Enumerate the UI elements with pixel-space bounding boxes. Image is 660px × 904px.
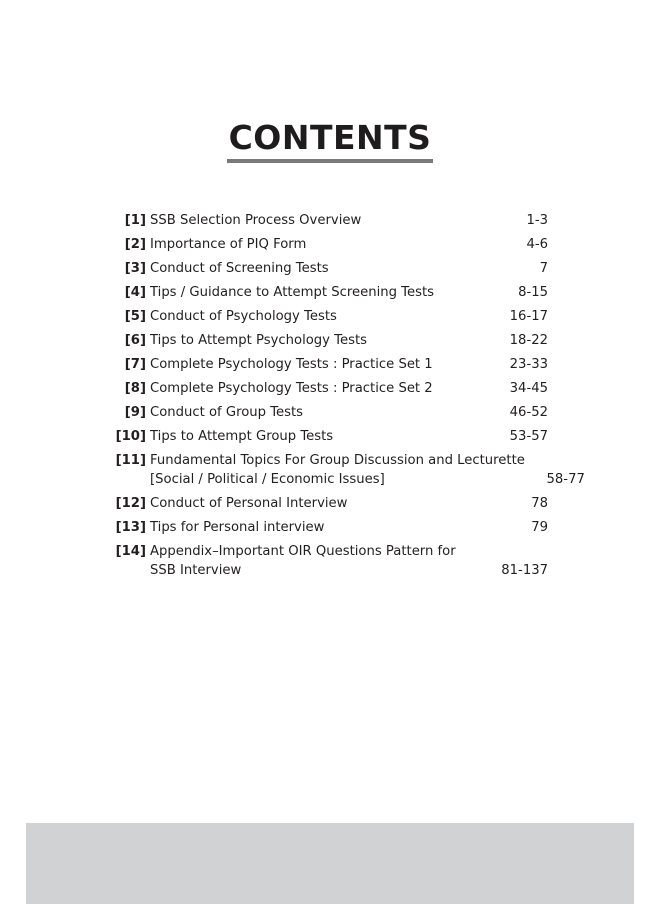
toc-entry-pages: 1-3: [526, 213, 548, 228]
toc-entry-number: [12]: [115, 496, 146, 511]
toc-entry-title-line: Conduct of Psychology Tests: [150, 309, 337, 324]
toc-entry-title-line: Conduct of Screening Tests: [150, 261, 329, 276]
toc-entry-title: [146, 331, 488, 350]
toc-entry-number: [9]: [124, 405, 146, 420]
toc-entry-title-line: Tips to Attempt Psychology Tests: [150, 333, 368, 348]
toc-entry-number: [10]: [115, 429, 146, 444]
toc-entry-number: [5]: [124, 309, 146, 324]
toc-entry-title: [146, 427, 488, 446]
toc-entry-title-line: Appendix–Important OIR Questions Pattern for: [150, 544, 456, 559]
toc-entry-pages: 18-22: [509, 333, 548, 348]
toc-entry-pages: 23-33: [509, 357, 548, 372]
toc-entry-title: [146, 307, 488, 326]
footer-band: [26, 823, 634, 904]
toc-entry-title: [146, 451, 525, 489]
toc-entry-title: [146, 355, 488, 374]
toc-entry-number: [11]: [115, 453, 146, 468]
toc-entry-number: [4]: [124, 285, 146, 300]
toc-entry: [110, 403, 550, 422]
toc-entry-title-line: Conduct of Group Tests: [150, 405, 304, 420]
toc-entry-pages: 8-15: [518, 285, 548, 300]
toc-entry-number: [13]: [115, 520, 146, 535]
toc-entry-title-line: Complete Psychology Tests : Practice Set 2: [150, 381, 433, 396]
toc-entry-pages: 4-6: [526, 237, 548, 252]
toc-entry: [110, 494, 550, 513]
toc-entry: [110, 427, 550, 446]
toc-entry-title-line: SSB Selection Process Overview: [150, 213, 362, 228]
toc-entry-pages: 79: [531, 520, 548, 535]
toc-entry-number: [3]: [124, 261, 146, 276]
toc-entry-title-line: Fundamental Topics For Group Discussion and Lecturette: [150, 453, 525, 468]
toc-entry-title-line: Tips to Attempt Group Tests: [150, 429, 334, 444]
toc-entry-title: [146, 542, 488, 580]
toc-entry-pages: 78: [531, 496, 548, 511]
toc-entry-pages: 16-17: [509, 309, 548, 324]
page-title: CONTENTS: [227, 118, 434, 163]
title-wrap: [0, 118, 660, 163]
toc-entry: [110, 542, 550, 580]
toc-entry-title-line: Tips / Guidance to Attempt Screening Tests: [150, 285, 435, 300]
toc-entry-title-line: Conduct of Personal Interview: [150, 496, 348, 511]
toc-entry-title-line: Complete Psychology Tests : Practice Set 1: [150, 357, 433, 372]
toc-entry: [110, 211, 550, 230]
toc-entry-pages: 53-57: [509, 429, 548, 444]
toc-entry-title: [146, 211, 488, 230]
toc-entry-title-line: SSB Interview: [150, 563, 242, 578]
toc-entry-number: [1]: [124, 213, 146, 228]
toc-entry-number: [14]: [115, 544, 146, 559]
toc-entry-title: [146, 379, 488, 398]
toc-entry-title: [146, 518, 488, 537]
toc-entry: [110, 283, 550, 302]
toc-entry: [110, 518, 550, 537]
toc-entry-number: [2]: [124, 237, 146, 252]
toc-entry-title-line: Tips for Personal interview: [150, 520, 325, 535]
toc-entry-title: [146, 235, 488, 254]
toc-entry: [110, 379, 550, 398]
toc-entry-pages: 34-45: [509, 381, 548, 396]
toc-entry-title-line: [Social / Political / Economic Issues]: [150, 472, 385, 487]
toc-entry-title: [146, 283, 488, 302]
toc-entry-title: [146, 259, 488, 278]
toc-entry-number: [6]: [124, 333, 146, 348]
toc-entry-pages: 46-52: [509, 405, 548, 420]
toc-entry: [110, 451, 585, 489]
toc-entry-title: [146, 494, 488, 513]
toc-entry: [110, 235, 550, 254]
toc-entry: [110, 307, 550, 326]
toc-entry-title-line: Importance of PIQ Form: [150, 237, 307, 252]
toc-entry: [110, 331, 550, 350]
toc-entry-number: [8]: [124, 381, 146, 396]
toc-entry-title: [146, 403, 488, 422]
toc-entry: [110, 355, 550, 374]
table-of-contents: [110, 211, 585, 585]
toc-entry-pages: 58-77: [546, 472, 585, 487]
toc-entry: [110, 259, 550, 278]
toc-entry-number: [7]: [124, 357, 146, 372]
toc-entry-pages: 81-137: [501, 563, 548, 578]
toc-entry-pages: 7: [539, 261, 548, 276]
